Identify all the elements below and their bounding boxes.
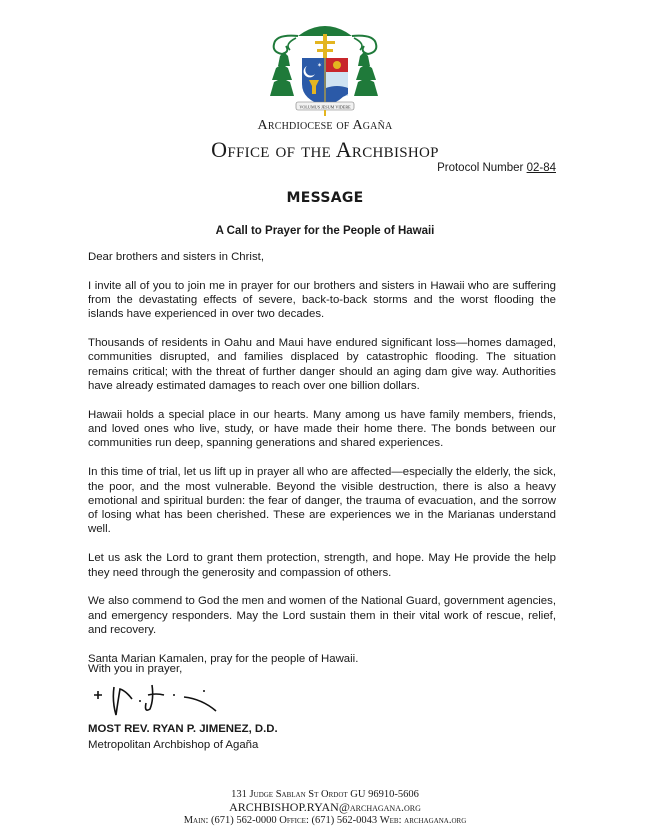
protocol-number-value: 02-84 bbox=[526, 162, 556, 174]
svg-text:VOLUMUS JESUM VIDERE: VOLUMUS JESUM VIDERE bbox=[299, 104, 351, 110]
footer-email: ARCHBISHOP.RYAN@archagana.org bbox=[229, 800, 421, 814]
protocol-number: Protocol Number 02-84 bbox=[437, 162, 556, 174]
salutation: Dear brothers and sisters in Christ, bbox=[88, 251, 264, 263]
signer-title: Metropolitan Archbishop of Agaña bbox=[88, 739, 259, 751]
paragraph: Santa Marian Kamalen, pray for the people of Hawaii. bbox=[88, 652, 359, 665]
paragraph: Thousands of residents in Oahu and Maui have endured significant loss—homes damaged, communities disrupted, and families displaced by catastrophic flooding. The situation remains critical; with the threat of further danger should an aging dam give way. Authorities have already estimated damages to reach over one billion dollars. bbox=[88, 337, 556, 393]
signature-icon bbox=[92, 681, 222, 719]
paragraph: Let us ask the Lord to grant them protection, strength, and hope. May He provide the help they need through the generosity and compassion of others. bbox=[88, 552, 556, 579]
footer-contacts: Main: (671) 562-0000 Office: (671) 562-0043 Web: archagana.org bbox=[183, 815, 467, 826]
closing: With you in prayer, bbox=[88, 663, 183, 675]
message-subtitle: A Call to Prayer for the People of Hawaii bbox=[215, 225, 435, 237]
signer-block bbox=[88, 721, 278, 753]
message-heading: MESSAGE bbox=[286, 190, 364, 206]
paragraph: Hawaii holds a special place in our hearts. Many among us have family members, friends, and loved ones who live, study, or have made their home there. The bonds between our communities run deep, spanning generations and shared experiences. bbox=[88, 408, 556, 450]
coat-of-arms-icon bbox=[266, 22, 384, 118]
archdiocese-name: Archdiocese of Agaña bbox=[257, 118, 393, 133]
svg-text:✶: ✶ bbox=[317, 63, 323, 69]
letter-body bbox=[88, 250, 556, 681]
signer-name: MOST REV. RYAN P. JIMENEZ, D.D. bbox=[88, 723, 278, 735]
footer-address: 131 Judge Sablan St Ordot GU 96910-5606 bbox=[231, 789, 419, 800]
footer-web-link: archagana.org bbox=[404, 815, 467, 826]
letterhead-footer bbox=[0, 788, 650, 827]
paragraph: I invite all of you to join me in prayer for our brothers and sisters in Hawaii who are suffering from the devastating effects of severe, back-to-back storms and the worst flooding the islands have experienced in over two decades. bbox=[88, 279, 556, 321]
paragraph: We also commend to God the men and women of the National Guard, government agencies, and emergency responders. May the Lord sustain them in their vital work of rescue, relief, and recovery. bbox=[88, 595, 556, 636]
office-name: Office of the Archbishop bbox=[211, 137, 439, 162]
paragraph: In this time of trial, let us lift up in prayer all who are affected—especially the elderly, the sick, the poor, and the most vulnerable. Beyond the visible destruction, there is also a heavy emotional and spiritual burden: the fear of danger, the trauma of evacuation, and the sorrow of losing what has been cherished. These are experiences we in the Marianas understand well. bbox=[88, 466, 556, 536]
